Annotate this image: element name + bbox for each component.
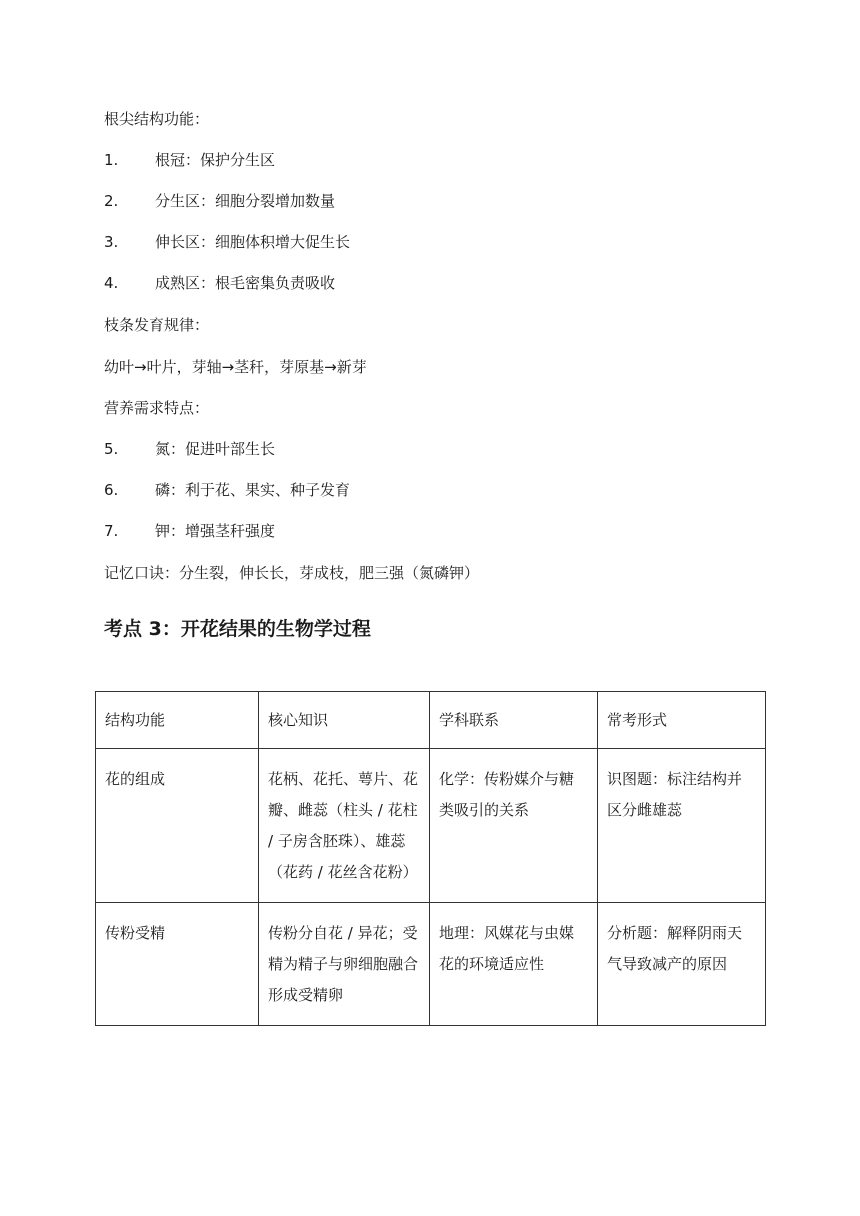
table-row [96,749,766,903]
list-item [104,439,275,459]
list-number: 7. [104,522,119,540]
list-text: 钾：增强茎秆强度 [155,522,276,540]
list-item [104,521,275,541]
list-number: 2. [104,192,119,210]
table-cell: 地理：风媒花与虫媒花的环境适应性 [430,903,598,1026]
list-text: 氮：促进叶部生长 [155,440,276,458]
list-text: 分生区：细胞分裂增加数量 [155,192,336,210]
root-tip-title: 根尖结构功能： [104,110,210,128]
list-number: 4. [104,274,119,292]
section-heading: 考点 3：开花结果的生物学过程 [104,618,371,640]
mnemonic-text: 记忆口诀：分生裂，伸长长，芽成枝，肥三强（氮磷钾） [104,564,480,582]
list-item [104,191,335,211]
list-text: 根冠：保护分生区 [155,151,276,169]
list-number: 1. [104,151,119,169]
list-number: 3. [104,233,119,251]
table-cell: 花的组成 [96,749,259,903]
table-header-row [96,692,766,749]
list-text: 伸长区：细胞体积增大促生长 [155,233,351,251]
list-number: 5. [104,440,119,458]
list-item [104,232,350,252]
list-text: 成熟区：根毛密集负责吸收 [155,274,336,292]
branch-text: 幼叶→叶片，芽轴→茎秆，芽原基→新芽 [104,358,367,376]
nutrition-title: 营养需求特点： [104,399,210,417]
table-cell: 花柄、花托、萼片、花瓣、雌蕊（柱头 / 花柱 / 子房含胚珠）、雄蕊（花药 / 花丝含花粉） [259,749,430,903]
table-header-cell: 结构功能 [96,692,259,749]
table-header-cell: 常考形式 [598,692,766,749]
table-cell: 传粉分自花 / 异花；受精为精子与卵细胞融合形成受精卵 [259,903,430,1026]
table-row [96,903,766,1026]
list-item [104,480,350,500]
branch-title: 枝条发育规律： [104,316,210,334]
list-number: 6. [104,481,119,499]
list-text: 磷：利于花、果实、种子发育 [155,481,351,499]
table-cell: 传粉受精 [96,903,259,1026]
list-item [104,273,335,293]
table-cell: 分析题：解释阴雨天气导致减产的原因 [598,903,766,1026]
table-cell: 识图题：标注结构并区分雌雄蕊 [598,749,766,903]
knowledge-table [95,691,766,1026]
table-cell: 化学：传粉媒介与糖类吸引的关系 [430,749,598,903]
table-header-cell: 核心知识 [259,692,430,749]
list-item [104,150,275,170]
table-header-cell: 学科联系 [430,692,598,749]
